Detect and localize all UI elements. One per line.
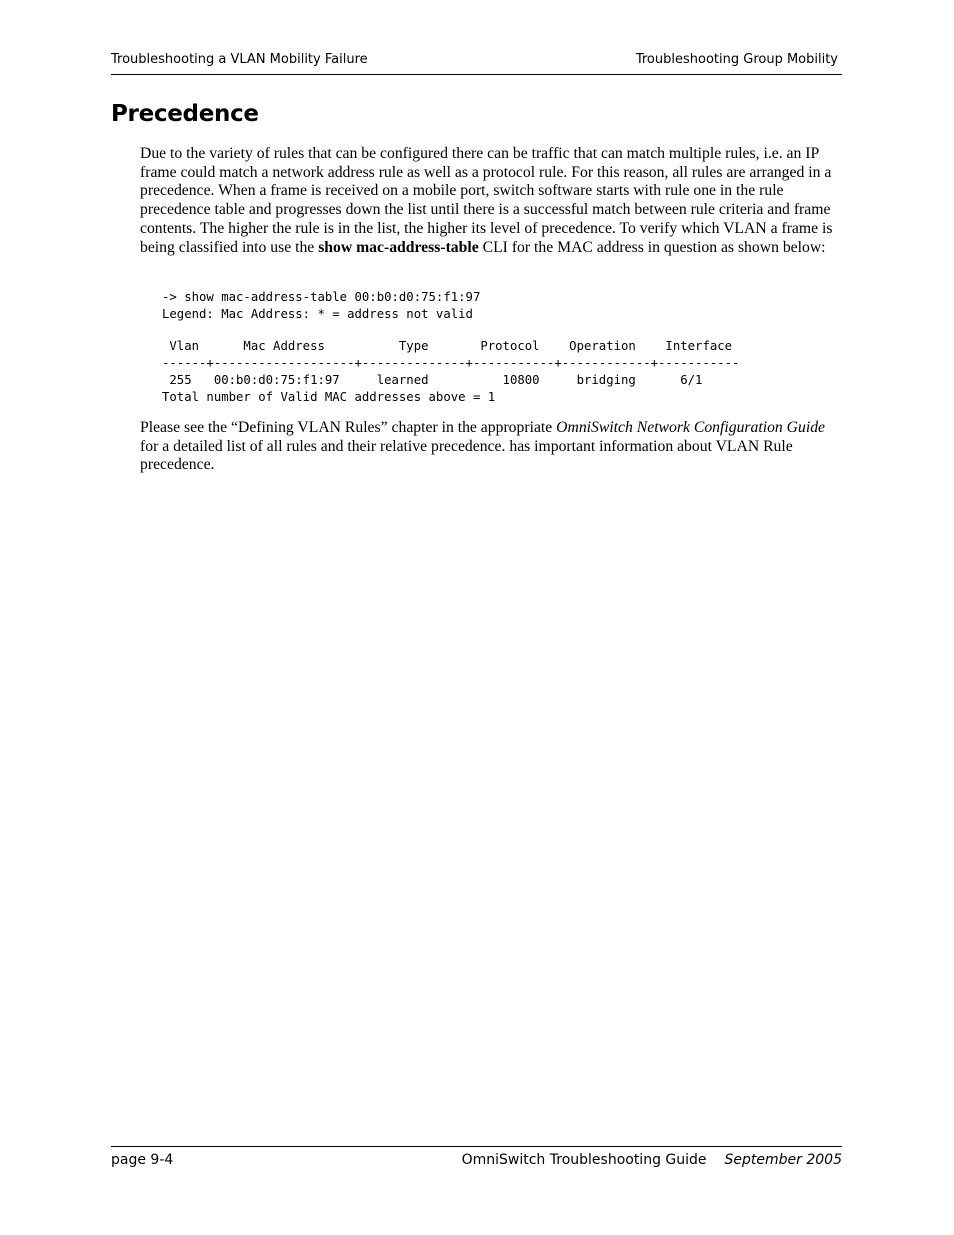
- footer-publication: [462, 1152, 842, 1168]
- reference-text-after: for a detailed list of all rules and their relative precedence. has important information about VLAN Rule precedence.: [140, 437, 793, 474]
- reference-text-before: Please see the “Defining VLAN Rules” chapter in the appropriate: [140, 419, 557, 436]
- running-footer: [111, 1146, 842, 1177]
- footer-date: September 2005: [724, 1152, 842, 1168]
- guide-book-title: OmniSwitch Network Configuration Guide: [556, 419, 826, 436]
- code-table-header: Vlan Mac Address Type Protocol Operation Interface: [162, 339, 733, 353]
- section-title: Precedence: [111, 101, 259, 127]
- intro-text-after: CLI for the MAC address in question as shown below:: [478, 238, 826, 256]
- code-command-line: -> show mac-address-table 00:b0:d0:75:f1:97: [162, 290, 481, 304]
- running-header: [111, 50, 842, 75]
- cli-command-name: show mac-address-table: [318, 238, 479, 256]
- header-section-title: Troubleshooting Group Mobility: [635, 52, 838, 67]
- footer-guide-title: OmniSwitch Troubleshooting Guide: [461, 1152, 707, 1168]
- code-table-separator: ------+-------------------+--------------+-----------+------------+-----------: [162, 356, 740, 370]
- intro-paragraph: [140, 145, 840, 257]
- code-total-line: Total number of Valid MAC addresses above = 1: [162, 390, 496, 404]
- header-chapter-title: Troubleshooting a VLAN Mobility Failure: [111, 52, 368, 67]
- reference-paragraph: [140, 419, 840, 475]
- code-legend-line: Legend: Mac Address: * = address not valid: [162, 307, 473, 321]
- footer-page-number: page 9-4: [111, 1152, 174, 1168]
- code-table-row: 255 00:b0:d0:75:f1:97 learned 10800 bridging 6/1: [162, 373, 703, 387]
- intro-text-before: Due to the variety of rules that can be configured there can be traffic that can match multiple rules, i.e. an IP frame could match a network address rule as well as a protocol rule. For this reason, all rules are arranged in a precedence. When a frame is received on a mobile port, switch software starts with rule one in the rule precedence table and progresses down the list until there is a successful match between rule criteria and frame contents. The higher the rule is in the list, the higher its level of precedence. To verify which VLAN a frame is being classified into use the: [140, 145, 833, 256]
